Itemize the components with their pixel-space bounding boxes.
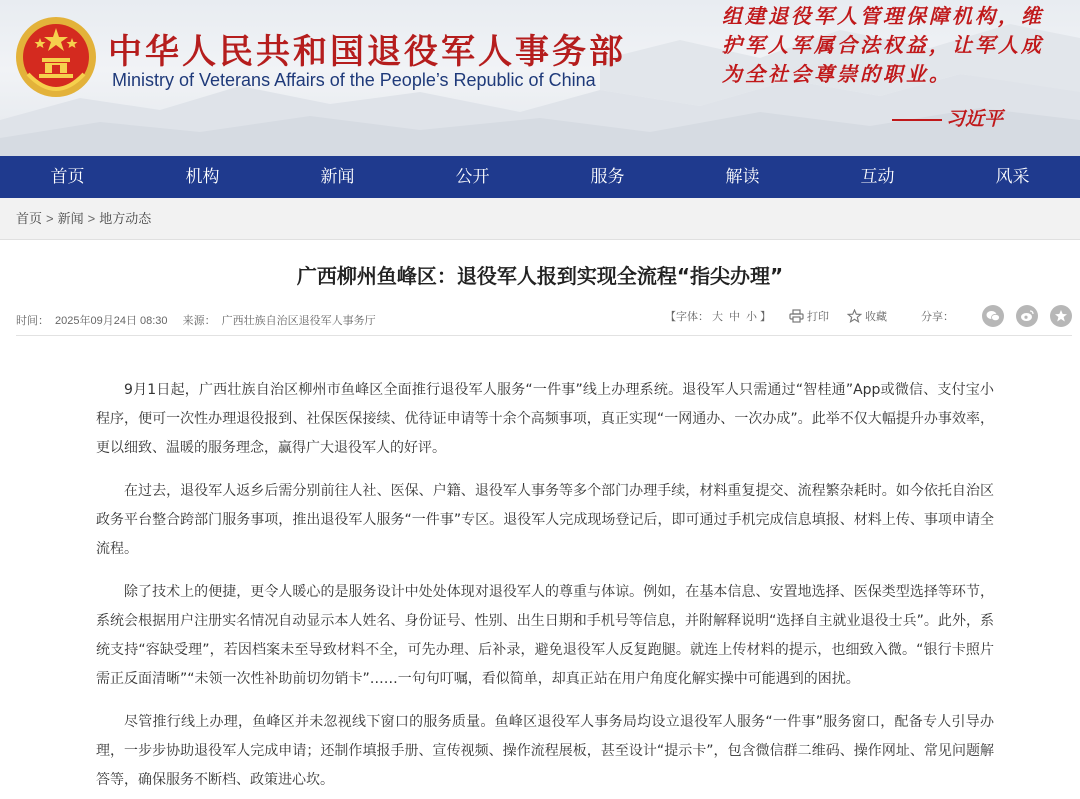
nav-item-home[interactable]: 首页 [50,167,85,186]
share-label: 分享： [921,311,954,323]
site-header [0,0,1080,156]
nav-item-style[interactable]: 风采 [995,167,1030,186]
qq-icon[interactable] [1050,305,1072,327]
breadcrumb [0,198,1080,240]
motto-author-name: 习近平 [946,108,1004,130]
nav-item-interaction[interactable]: 互动 [860,167,895,186]
font-size-switcher [665,308,771,324]
printer-icon [789,309,804,323]
site-title-en: Ministry of Veterans Affairs of the People’s Republic of China [112,70,596,90]
publish-time [16,315,174,327]
site-title-cn[interactable]: 中华人民共和国退役军人事务部 [108,32,626,72]
font-size-small[interactable]: 小 [746,311,757,323]
font-size-medium[interactable]: 中 [729,311,740,323]
national-emblem[interactable] [14,14,98,100]
wechat-icon[interactable] [982,305,1004,327]
article-paragraph: 除了技术上的便捷，更令人暖心的是服务设计中处处体现对退役军人的尊重与体谅。例如，在基本信息、安置地选择、医保类型选择等环节，系统会根据用户注册实名情况自动显示本人姓名、身份证号、性别、出生日期和手机号等信息，并附解释说明“选择自主就业退役士兵”。此外，系统支持“容缺受理”，若因档案未至导致材料不全，可先办理、后补录，避免退役军人反复跑腿。就连上传材料的提示，也细致入微。“银行卡照片需正反面清晰”“未领一次性补助前切勿销卡”……一句句叮嘱，看似简单，却真正站在用户角度化解实操中可能遇到的困扰。 [96,584,994,687]
breadcrumb-separator: > [46,211,54,226]
weibo-icon[interactable] [1016,305,1038,327]
breadcrumb-local-news[interactable]: 地方动态 [99,211,152,226]
article-paragraph: 尽管推行线上办理，鱼峰区并未忽视线下窗口的服务质量。鱼峰区退役军人事务局均设立退役军人服务“一件事”服务窗口，配备专人引导办理，一步步协助退役军人完成申请；还制作填报手册、宣传视频、操作流程展板，甚至设计“提示卡”，包含微信群二维码、操作网址、常见问题解答等，确保服务不断档、政策进心坎。 [96,714,994,788]
article-meta-info [16,312,388,328]
article-paragraph: 9月1日起，广西壮族自治区柳州市鱼峰区全面推行退役军人服务“一件事”线上办理系统。退役军人只需通过“智桂通”App或微信、支付宝小程序，便可一次性办理退役报到、社保医保接续、优待证申请等十余个高频事项，真正实现“一网通办、一次办成”。此举不仅大幅提升办事效率，更以细致、温暖的服务理念，赢得广大退役军人的好评。 [96,382,994,456]
favorite-button[interactable] [847,308,887,324]
print-label: 打印 [807,311,829,323]
favorite-label: 收藏 [865,311,887,323]
article-title: 广西柳州鱼峰区：退役军人报到实现全流程“指尖办理” [296,264,784,288]
article-source [183,315,382,327]
print-button[interactable] [789,308,829,324]
article-body [96,376,994,799]
dash-line [892,119,942,121]
nav-item-news[interactable]: 新闻 [320,167,355,186]
breadcrumb-news[interactable]: 新闻 [57,211,84,226]
font-size-suffix: 】 [760,311,771,323]
nav-item-organization[interactable]: 机构 [185,167,220,186]
motto-quote: 组建退役军人管理保障机构，维护军人军属合法权益，让军人成为全社会尊崇的职业。 [722,4,1044,86]
motto-author [892,104,1003,131]
time-value: 2025年09月24日 08:30 [55,315,168,327]
source-value: 广西壮族自治区退役军人事务厅 [221,315,376,327]
nav-item-public[interactable]: 公开 [455,167,490,186]
article-tools [665,302,1072,330]
star-icon [847,309,862,323]
font-size-large[interactable]: 大 [712,311,723,323]
time-label: 时间： [16,315,49,327]
article-paragraph: 在过去，退役军人返乡后需分别前往人社、医保、户籍、退役军人事务等多个部门办理手续，材料重复提交、流程繁杂耗时。如今依托自治区政务平台整合跨部门服务事项，推出退役军人服务“一件事”专区。退役军人完成现场登记后，即可通过手机完成信息填报、材料上传、事项申请全流程。 [96,483,994,557]
nav-item-service[interactable]: 服务 [590,167,625,186]
font-size-prefix: 【字体： [665,311,709,323]
main-nav [0,156,1080,198]
nav-item-interpretation[interactable]: 解读 [725,167,760,186]
source-label: 来源： [182,315,216,327]
article-meta-bar [16,302,1072,336]
breadcrumb-home[interactable]: 首页 [16,211,43,226]
breadcrumb-separator: > [87,211,96,226]
